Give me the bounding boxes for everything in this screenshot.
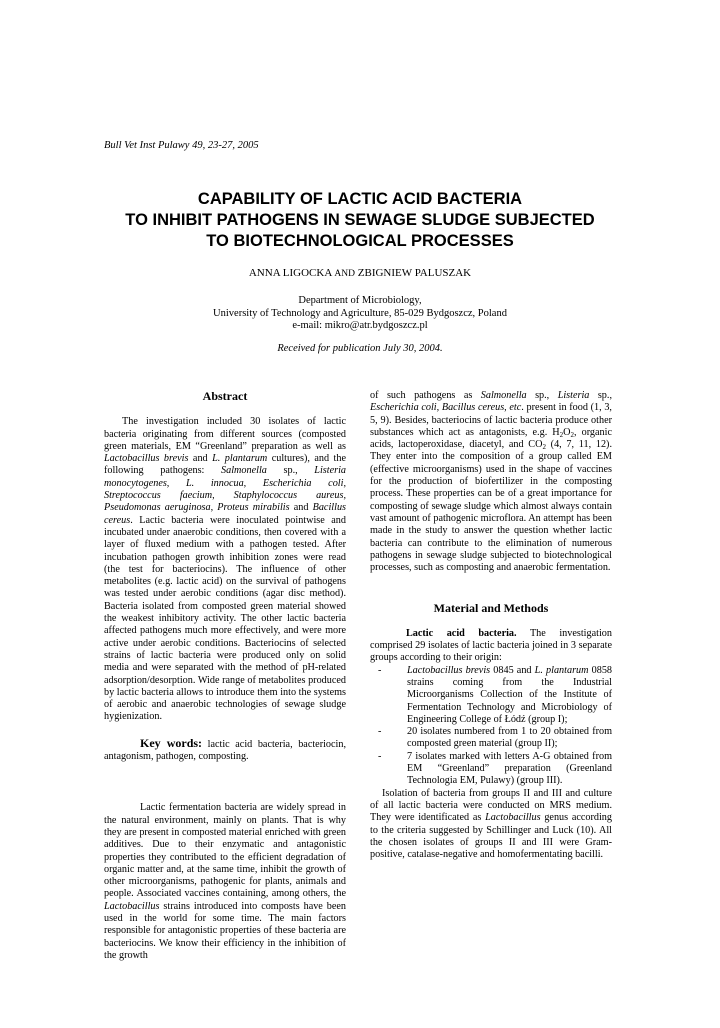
intro-text-run: , organic acids, lactoperoxidase, diacetyl, and CO	[370, 426, 612, 451]
species-name: Salmonella	[221, 465, 267, 477]
keywords-text: lactic acid bacteria, bacteriocin, antagonism, pathogen, composting.	[104, 738, 347, 763]
methods-paragraph-2	[370, 788, 612, 862]
list-item	[370, 726, 612, 751]
intro-text-run: sp.,	[589, 390, 612, 401]
title-line-1: CAPABILITY OF LACTIC ACID BACTERIA	[197, 190, 523, 208]
introduction-continued	[370, 390, 612, 574]
author-2: ZBIGNIEW PALUSZAK	[357, 267, 472, 279]
list-item-text: 7 isolates marked with letters A-G obtained from EM “Greenland” preparation (Greenland Technologia EM, Pulawy) (group III).	[407, 750, 612, 787]
email: e-mail: mikro@atr.bydgoszcz.pl	[292, 320, 428, 331]
species-name: Escherichia coli, Bacillus cereus, etc	[370, 402, 522, 414]
right-column	[370, 390, 612, 861]
species-name: Bacillus cereus	[104, 502, 346, 526]
species-name: L. plantarum	[534, 664, 589, 676]
subscript: 2	[542, 443, 546, 452]
title-line-3: TO BIOTECHNOLOGICAL PROCESSES	[206, 232, 514, 250]
species-name: Salmonella	[480, 390, 527, 401]
title-line-2: TO INHIBIT PATHOGENS IN SEWAGE SLUDGE SUBJECTED	[125, 211, 595, 229]
methods-intro-text: The investigation comprised 29 isolates of lactic bacteria joined in 3 separate groups according to their origin:	[370, 627, 612, 664]
intro-text-run: sp.,	[526, 390, 558, 401]
species-name: Listeria monocytogenes, L. innocua, Escherichia coli, Streptococcus faecium, Staphylococcus aureus, Pseudomonas aeruginosa, Proteus mirabilis	[104, 465, 346, 514]
methods-text-run: genus according to the criteria suggested by Schillinger and Luck (10). All the chosen isolates of groups II and III were Gram-positive, catalase-negative and homofermentating bacilli.	[370, 812, 612, 861]
paper-title	[60, 189, 660, 252]
institution: University of Technology and Agriculture, 85-029 Bydgoszcz, Poland	[213, 307, 507, 319]
list-item-text: 0858 strains coming from the Industrial Microorganisms Collection of the Institute of Fermentation Technology and Microbiology of Engineering College of Łódź (group I);	[407, 664, 613, 725]
list-item-text: 20 isolates numbered from 1 to 20 obtained from composted green material (group II);	[407, 726, 612, 750]
species-name: L. plantarum	[212, 453, 268, 465]
abstract-text-run: sp.,	[266, 465, 315, 477]
methods-heading: Material and Methods	[433, 601, 549, 616]
intro-text-run: . present in food (1, 3, 5, 9). Besides, bacteriocins of lactic bacteria produce other substances which act as antagonists, e.g. H	[370, 402, 612, 438]
authors	[60, 267, 660, 279]
list-item-text: 0845 and	[490, 664, 535, 676]
author-conjunction: AND	[334, 269, 356, 279]
abstract-text	[104, 416, 346, 723]
intro-text-run: O	[563, 426, 571, 438]
dash-bullet: -	[378, 664, 382, 676]
abstract-text-run: and	[188, 453, 213, 465]
abstract-text-run: The investigation included 30 isolates of lactic bacteria originating from different sources (composted green materials, EM “Greenland” preparation as well as	[104, 416, 346, 452]
species-name: Lactobacillus brevis	[407, 664, 491, 676]
species-name: Listeria	[557, 390, 590, 401]
author-1: ANNA LIGOCKA	[248, 267, 332, 279]
methods-intro	[370, 628, 612, 665]
introduction-paragraph	[104, 802, 346, 962]
species-name: Lactobacillus	[485, 812, 541, 824]
subscript: 2	[570, 430, 575, 439]
intro-text-run: of such pathogens as	[370, 390, 481, 401]
intro-text-run: Lactic fermentation bacteria are widely spread in the natural environment, mainly on plants. That is why they are present in composted material enriched with green additives. Due to their enzymatic and antagonistic properties they contributed to the efficient degradation of organic matter and, at the same time, inhibit the growth of other microorganisms, pathogenic for plants, animals and people. Associated vaccines containing, among others, the	[104, 802, 346, 900]
methods-text-run: Isolation of bacteria from groups II and III and culture of all lactic bacteria were conducted on MRS medium. They were identificated as	[370, 787, 612, 824]
abstract-text-run: . Lactic bacteria were inoculated pointwise and incubated under anaerobic conditions, then covered with a layer of fluxed medium with a pathogen tested. After incubation pathogen growth inhibition zones were read (the test for bacteriocins). The influence of other metabolites (e.g. lactic acid) on the survival of pathogens was tested under aerobic conditions (agar disc method). Bacteria isolated from composted green material showed the weakest inhibitory activity. The other lactic bacteria affected pathogens much more effectively, and were more active under aerobic conditions. Bacteriocins of selected strains of lactic bacteria were produced only on solid media and were separated with the method of pH-related adsorption/desorption. Wide range of metabolites produced by lactic bacteria allows to introduce them into the systems of aerobic and anaerobic technologies of sewage sludge hygienization.	[104, 514, 346, 723]
intro-text-run: (4, 7, 11, 12). They enter into the composition of a group called EM (effective microorganisms) used in the shape of vaccines for the production of biofertilizer in the composting process. These properties can be of a great importance for composting of sewage sludge which almost always contain vast amount of pathogenic microflora. An attempt has been made in the study to answer the question whether lactic bacteria can contribute to the elimination of numerous pathogens in sewage sludge subjected to biotechnological processes, such as composting and anaerobic fermentation.	[370, 439, 612, 574]
abstract-text-run: cultures), and the following pathogens:	[104, 453, 346, 477]
abstract-heading: Abstract	[202, 389, 248, 403]
left-column	[104, 390, 346, 962]
intro-text-run: strains introduced into composts have been used in the world for some time. The main factors responsible for antagonistic properties of these bacteria are bacteriocins. We know their efficiency in the inhibition of the growth	[104, 900, 346, 961]
journal-reference: Bull Vet Inst Pulawy 49, 23-27, 2005	[104, 140, 259, 151]
species-name: Lactobacillus	[104, 900, 160, 912]
keywords-label: Key words:	[140, 735, 203, 750]
list-item	[370, 751, 612, 788]
list-item	[370, 665, 612, 726]
methods-run-in-heading: Lactic acid bacteria.	[406, 627, 517, 639]
received-date: Received for publication July 30, 2004.	[277, 343, 443, 354]
keywords	[104, 737, 346, 764]
species-name: Lactobacillus brevis	[104, 453, 189, 465]
dash-bullet: -	[378, 750, 382, 762]
abstract-text-run: and	[289, 502, 313, 514]
group-list	[370, 665, 612, 788]
subscript: 2	[559, 430, 564, 439]
affiliation	[60, 295, 660, 333]
dash-bullet: -	[378, 726, 382, 738]
department: Department of Microbiology,	[298, 295, 422, 306]
